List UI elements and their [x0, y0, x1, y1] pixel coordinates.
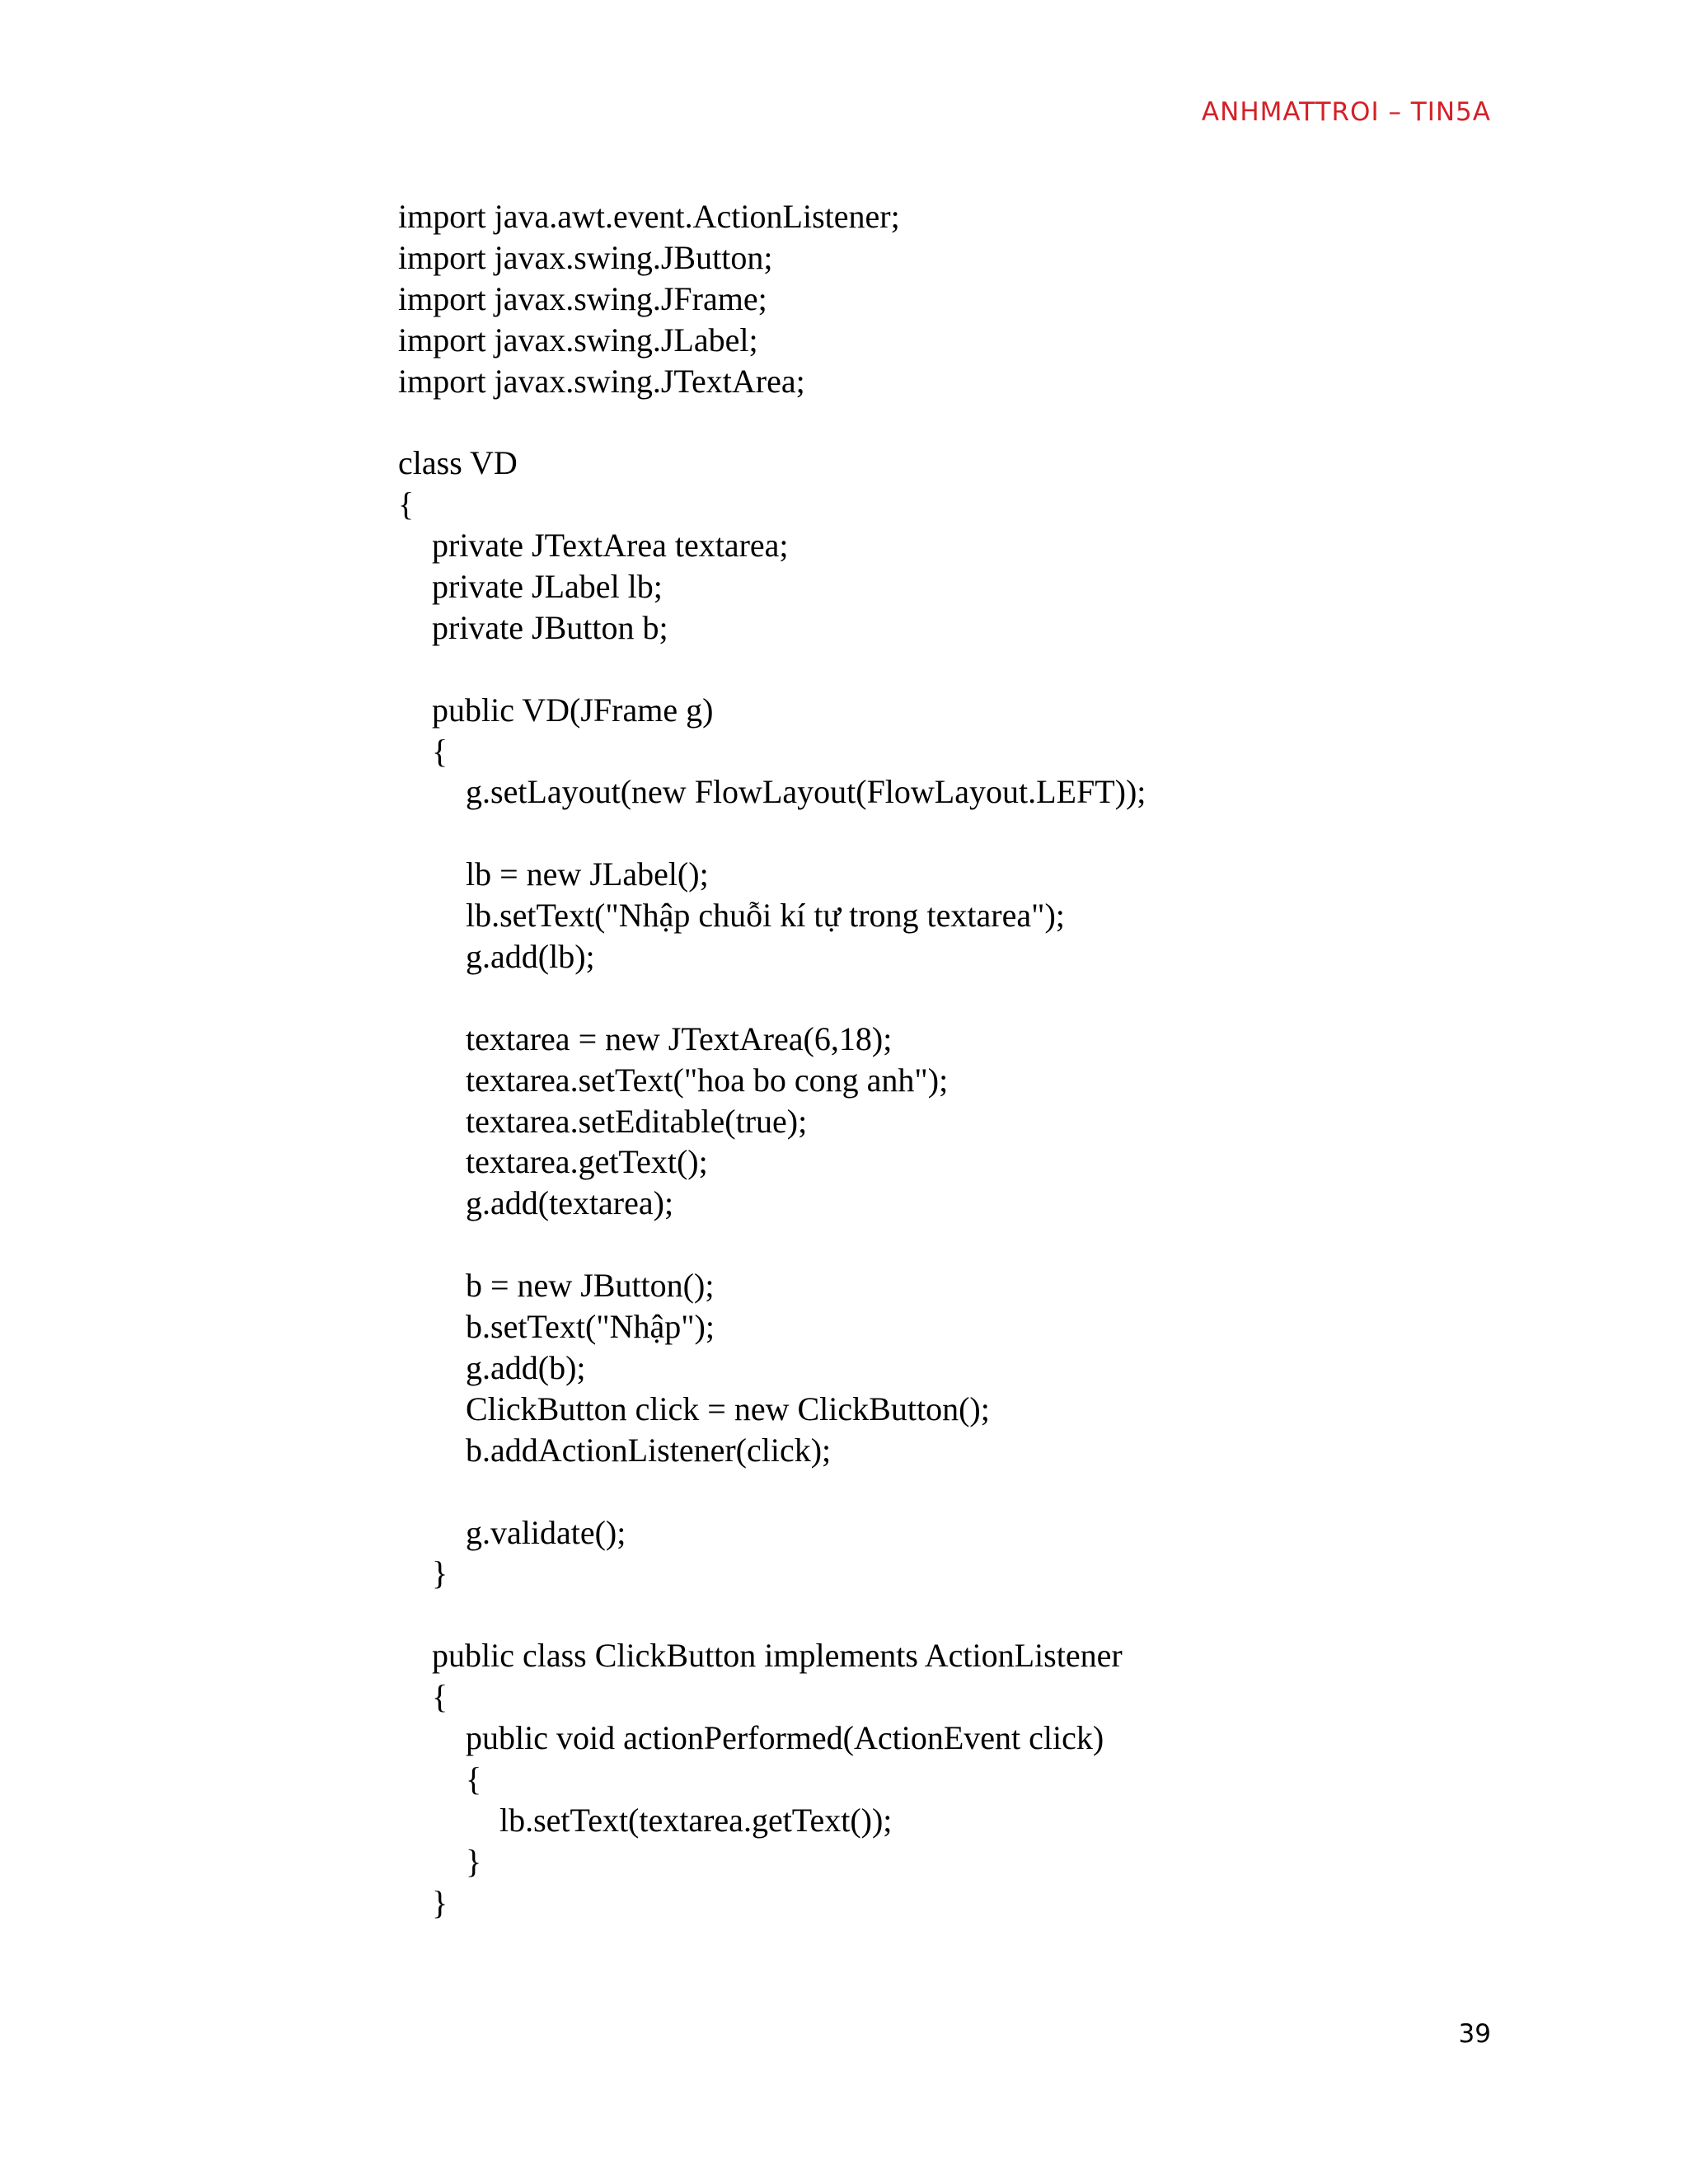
code-line: import javax.swing.JButton;	[398, 238, 773, 276]
code-line: textarea.setEditable(true);	[466, 1102, 808, 1140]
code-blank-line	[398, 1224, 1634, 1265]
code-line: ClickButton click = new ClickButton();	[466, 1390, 990, 1427]
code-line: public class ClickButton implements ActionListener	[432, 1637, 1123, 1675]
code-blank-line	[398, 649, 1634, 690]
code-line: b.addActionListener(click);	[466, 1431, 832, 1469]
code-line: g.add(lb);	[466, 938, 595, 976]
code-line: private JButton b;	[432, 608, 668, 646]
code-line: class VD	[398, 444, 518, 482]
code-line: import javax.swing.JLabel;	[398, 321, 758, 359]
code-line: private JTextArea textarea;	[432, 527, 789, 565]
code-line: textarea = new JTextArea(6,18);	[466, 1019, 893, 1057]
code-line: b.setText("Nhập");	[466, 1308, 715, 1346]
code-line: import javax.swing.JTextArea;	[398, 362, 805, 400]
code-line: }	[432, 1883, 448, 1921]
code-line: public VD(JFrame g)	[432, 691, 714, 729]
code-line: lb.setText(textarea.getText());	[499, 1801, 893, 1839]
code-line: {	[466, 1760, 482, 1797]
code-line: {	[432, 1678, 448, 1716]
code-line: g.add(textarea);	[466, 1184, 674, 1222]
code-line: import javax.swing.JFrame;	[398, 279, 767, 317]
page-number: 39	[1458, 2019, 1491, 2049]
code-blank-line	[398, 401, 1634, 443]
code-line: textarea.getText();	[466, 1143, 708, 1181]
code-blank-line	[398, 1594, 1634, 1635]
code-line: public void actionPerformed(ActionEvent click)	[466, 1718, 1104, 1756]
code-blank-line	[398, 977, 1634, 1019]
code-line: }	[432, 1554, 448, 1592]
code-line: b = new JButton();	[466, 1267, 715, 1305]
code-line: {	[398, 485, 415, 523]
code-line: private JLabel lb;	[432, 568, 663, 606]
code-line: g.validate();	[466, 1513, 626, 1551]
code-line: {	[432, 732, 448, 770]
code-line: textarea.setText("hoa bo cong anh");	[466, 1061, 949, 1099]
page-header-title: ANHMATTROI – TIN5A	[1201, 97, 1491, 127]
code-line: import java.awt.event.ActionListener;	[398, 198, 900, 235]
code-line: g.setLayout(new FlowLayout(FlowLayout.LEFT));	[466, 773, 1146, 811]
code-line: g.add(b);	[466, 1348, 586, 1386]
code-line: lb.setText("Nhập chuỗi kí tự trong textarea");	[466, 897, 1065, 935]
code-line: }	[466, 1842, 482, 1880]
code-listing	[398, 196, 1634, 1923]
code-blank-line	[398, 813, 1634, 854]
code-line: lb = new JLabel();	[466, 855, 709, 893]
code-blank-line	[398, 1471, 1634, 1512]
